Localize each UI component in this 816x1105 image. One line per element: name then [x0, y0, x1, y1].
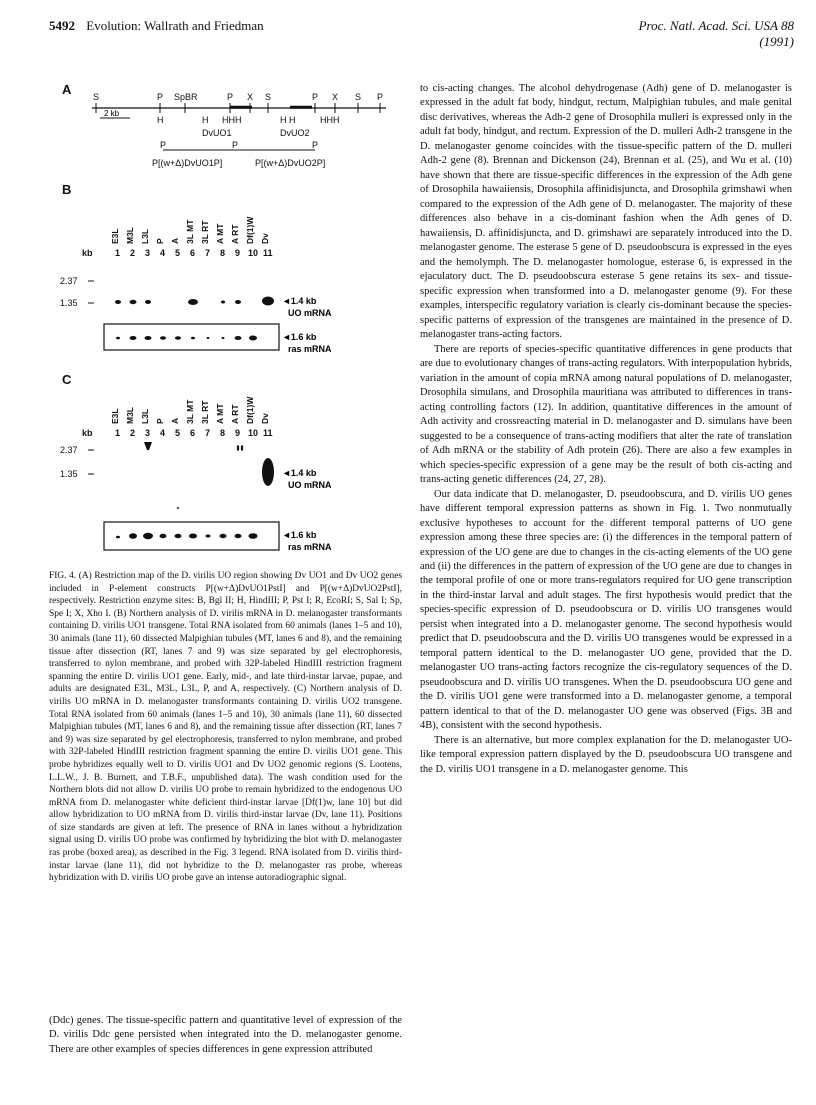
site-label: H — [157, 115, 164, 125]
lane-label: A MT — [215, 223, 225, 244]
lane-label: A RT — [230, 404, 240, 424]
scale-bar-label: 2 kb — [104, 109, 120, 118]
northern-blot-b — [60, 196, 400, 366]
lane-label: A RT — [230, 224, 240, 244]
lane-number: 5 — [175, 248, 181, 258]
site-label: P — [312, 92, 319, 102]
running-header-left — [49, 18, 409, 34]
lane-number: 7 — [205, 248, 211, 258]
lane-number: 8 — [220, 248, 226, 258]
kb-label: kb — [82, 248, 93, 258]
lane-label: A — [170, 417, 180, 424]
panel-a-label: A — [62, 82, 72, 97]
site-label: S — [265, 92, 272, 102]
paragraph: There is an alternative, but more complex explanation for the D. melanogaster UO-like temporal expression pattern displayed by the D. pseudoobscura UO transgene and the D. virilis UO1 transgene in a D. melanogaster genome. This — [420, 734, 792, 775]
journal-citation: Proc. Natl. Acad. Sci. USA 88 (1991) — [638, 18, 794, 49]
construct-label: P[(w+Δ)DvUO2P] — [255, 158, 326, 168]
site-label: S — [355, 92, 362, 102]
running-title: Evolution: Wallrath and Friedman — [86, 18, 264, 33]
lane-number: 7 — [205, 428, 211, 438]
ras-band-label: ◄1.6 kb — [282, 332, 317, 342]
paragraph: Our data indicate that D. melanogaster, D. pseudoobscura, and D. virilis UO genes have different temporal expression patterns as shown in Fig. 1. Two nonmutually exclusive hypotheses to account for the different temporal patterns of UO gene expression among these three species are: (i) the differences in the temporal pattern of expression of the UO gene are due to changes in the cis-acting elements of the UO gene and (ii) the differences in the pattern of expression of the UO gene are due to changes in the temporal profile of one or more trans-regulators required for UO gene transcription in the third-instar larval and adult stages. The first hypothesis would predict that the species-specific expression of D. pseudoobscura or D. virilis UO transgenes would persist when integrated into a D. melanogaster genome. The second hypothesis would predict that D. pseudoobscura and the D. virilis UO transgenes would be expressed in a temporal pattern identical to the D. melanogaster UO gene, provided that the D. melanogaster UO trans-acting factors recognize the cis-regulatory sequences of the D. pseudoobscura and D. virilis UO transgenes. When the D. pseudoobscura UO gene and the D. virilis UO1 gene were transformed into a D. melanogaster genome, a temporal pattern identical to that of the D. melanogaster UO gene was observed (Figs. 3B and 4B), consistent with the second hypothesis. — [420, 488, 792, 732]
site-label: H — [202, 115, 209, 125]
lane-number: 2 — [130, 248, 136, 258]
uo-band-label: ◄1.4 kb — [282, 468, 317, 478]
lane-number: 9 — [235, 428, 241, 438]
lane-label: Dv — [260, 233, 270, 244]
lane-number: 10 — [248, 428, 259, 438]
lane-number: 10 — [248, 248, 259, 258]
construct-p-mark: P — [232, 140, 239, 150]
site-label: P — [227, 92, 234, 102]
right-column — [420, 82, 792, 777]
page-number: 5492 — [49, 18, 75, 33]
construct-label: P[(w+Δ)DvUO1P] — [152, 158, 223, 168]
figure-caption: FIG. 4. (A) Restriction map of the D. virilis UO region showing Dv UO1 and Dv UO2 genes included in P-element constructs P[(w+Δ)DvUO1PstI] and P[(w+Δ)DvUO2PstI], respectively. Restriction enzyme sites: B, Bgl II; H, HindIII; P, Pst I; R, EcoRI; S, Sal I; Sp, Spe I; X, Xho I. (B) Northern analysis of D. virilis mRNA in D. melanogaster transformants containing D. virilis UO1 transgene. Total RNA isolated from 60 animals (lanes 1–5 and 10), 30 animals (lane 11), 60 dissected Malpighian tubules (MT, lanes 6 and 8), and the remaining tissue after dissection (RT, lanes 7 and 9) was size separated by gel electrophoresis, transferred to nylon membrane, and probed with 32P-labeled HindIII restriction fragment spanning the entire D. virilis UO1 gene. Early, mid-, and late third-instar larvae, pupae, and adults are designated E3L, M3L, L3L, P, and A, respectively. (C) Northern analysis of D. virilis UO mRNA in D. melanogaster transformants containing D. virilis UO2 transgene. Total RNA isolated from 60 animals (lanes 1–5 and 10), 30 animals (lane 11), 60 dissected Malpighian tubules (MT, lanes 6 and 8), and the remaining tissue after dissection (RT, lanes 7 and 9) was size separated by gel electrophoresis, transferred to nylon membrane, and probed with 32P-labeled HindIII restriction fragment spanning the entire D. virilis UO1 gene. This probe hybridizes equally well to D. virilis UO1 and Dv UO2 genomic regions (S. Lootens, L.L.W., J. B. Burnett, and T.B.F., unpublished data). The wash condition used for the Northern blots did not allow D. virilis UO probe to remain hybridized to the endogenous UO mRNA from D. melanogaster white deficient third-instar larvae [Df(1)w, lane 10] but did allow hybridization to UO mRNA from D. virilis third-instar larvae (Dv, lane 11). Positions of size standards are given at left. The presence of RNA in lanes without a hybridization signal using D. virilis UO probe was confirmed by hybridizing the blot with D. melanogaster ras probe (boxed area), as described in the Fig. 3 legend. RNA isolated from D. virilis third-instar larvae (lane 11), did not hybridize to the D. melanogaster ras probe, whereas hybridization with D. virilis UO probe gave an intense autoradiographic signal. — [49, 571, 402, 884]
size-marker: 2.37 — [60, 276, 78, 286]
left-column-text: (Ddc) genes. The tissue-specific pattern and quantitative level of expression of the D. virilis Ddc gene persisted when integrated into the D. melanogaster genome. There are other examples of species differences in gene expression attributed — [49, 1015, 402, 1055]
ras-band-label: ◄1.6 kb — [282, 530, 317, 540]
size-marker: 2.37 — [60, 445, 78, 455]
northern-blot-c — [60, 380, 400, 570]
lane-number: 11 — [263, 248, 273, 258]
paragraph: There are reports of species-specific quantitative differences in gene products that are due to evolutionary changes of trans-acting regulators. With interpopulation hybrids, variation in the amount of copia mRNA among natural populations of D. melanogaster, Drosophila simulans, and Drosophila mauritiana was attributed to differences in trans-acting controlling factors (12). In addition, quantitative differences in the amount of Adh activity and crossreacting material in D. melanogaster and D. simulans have been suggested to be a consequence of trans-acting modifiers that alter the rate of translation of Adh mRNA or the stability of Adh protein (26). There are also a few examples in which species-specific expression of a gene may be the result of both cis-acting and trans-acting genetic differences (24, 27, 28). — [420, 343, 792, 486]
lane-label: E3L — [110, 228, 120, 244]
lane-number: 11 — [263, 428, 273, 438]
lane-label: Dv — [260, 413, 270, 424]
lane-label: L3L — [140, 228, 150, 244]
site-label: HHH — [320, 115, 340, 125]
site-label: HHH — [222, 115, 242, 125]
size-marker: 1.35 — [60, 298, 78, 308]
lane-number: 4 — [160, 428, 166, 438]
kb-label: kb — [82, 428, 93, 438]
lane-number: 4 — [160, 248, 166, 258]
site-label: P — [157, 92, 164, 102]
construct-p-mark: P — [160, 140, 167, 150]
lane-label: A — [170, 237, 180, 244]
site-label: SpBR — [174, 92, 198, 102]
size-marker: 1.35 — [60, 469, 78, 479]
site-label: H H — [280, 115, 296, 125]
lane-label: L3L — [140, 408, 150, 424]
lane-number: 3 — [145, 428, 151, 438]
site-label: P — [377, 92, 384, 102]
lane-label: Df(1)W — [245, 216, 255, 244]
panel-c-label: C — [62, 372, 72, 387]
paragraph: to cis-acting changes. The alcohol dehydrogenase (Adh) gene of D. melanogaster is expressed in the adult fat body, hindgut, rectum, Malpighian tubules, and male genital disc derivatives, whereas the Adh-2 gene of Drosophila mulleri is expressed only in the adult fat body, hindgut, and rectum. Expression of the D. mulleri Adh-2 transgene in the D. melanogaster genome coincides with the tissue-specific pattern of the D. mulleri Adh-2 gene (8). Brennan and Dickenson (24), Brennan et al. (25), and Wu et al. (10) have shown that there are tissue-specific differences in the expression of the Adh gene of Drosophila hawaiiensis, Drosophila affinidisjuncta, and Drosophila grimshawi when compared to the expression of the Adh gene of D. melanogaster. The majority of these differences also behave in a cis-dominant fashion when the Adh genes of D. hawaiiensis, D. affinidisjuncta, and D. grimshawi are separately introduced into the D. melanogaster genome. The esterase 5 gene of D. pseudoobscura is expressed in the eyes and the hemolymph. The D. melanogaster homologue, esterase 6, is expressed in the ejaculatory duct. The D. pseudoobscura esterase 5 gene retains its sex- and tissue-specific expression when transformed into a D. melanogaster genome (9). For these examples, interspecific regulatory variation is clearly cis-dominant because the species-specific patterns of expression of the transgenes are maintained in the presence of D. melanogaster trans-acting factors. — [420, 83, 792, 341]
lane-label: E3L — [110, 408, 120, 424]
lane-number: 1 — [115, 248, 121, 258]
uo-mrna-label: UO mRNA — [288, 308, 332, 318]
lane-label: P — [155, 238, 165, 244]
lane-label: M3L — [125, 407, 135, 424]
site-label: S — [93, 92, 100, 102]
uo-band-label: ◄1.4 kb — [282, 296, 317, 306]
lane-label: 3L RT — [200, 400, 210, 424]
ras-mrna-label: ras mRNA — [288, 344, 332, 354]
lane-label: Df(1)W — [245, 396, 255, 424]
site-label: X — [332, 92, 339, 102]
lane-number: 5 — [175, 428, 181, 438]
lane-number: 9 — [235, 248, 241, 258]
lane-number: 6 — [190, 248, 196, 258]
construct-p-mark: P — [312, 140, 319, 150]
lane-number: 2 — [130, 428, 136, 438]
ras-mrna-label: ras mRNA — [288, 542, 332, 552]
panel-b-label: B — [62, 182, 72, 197]
site-label: X — [247, 92, 254, 102]
uo-mrna-label: UO mRNA — [288, 480, 332, 490]
lane-label: 3L MT — [185, 219, 195, 244]
gene-label: DvUO1 — [202, 128, 232, 138]
restriction-map — [90, 88, 390, 174]
lane-number: 3 — [145, 248, 151, 258]
lane-label: 3L MT — [185, 399, 195, 424]
gene-label: DvUO2 — [280, 128, 310, 138]
lane-number: 6 — [190, 428, 196, 438]
lane-label: A MT — [215, 403, 225, 424]
lane-number: 1 — [115, 428, 121, 438]
lane-number: 8 — [220, 428, 226, 438]
lane-label: P — [155, 418, 165, 424]
lane-label: 3L RT — [200, 220, 210, 244]
lane-label: M3L — [125, 227, 135, 244]
